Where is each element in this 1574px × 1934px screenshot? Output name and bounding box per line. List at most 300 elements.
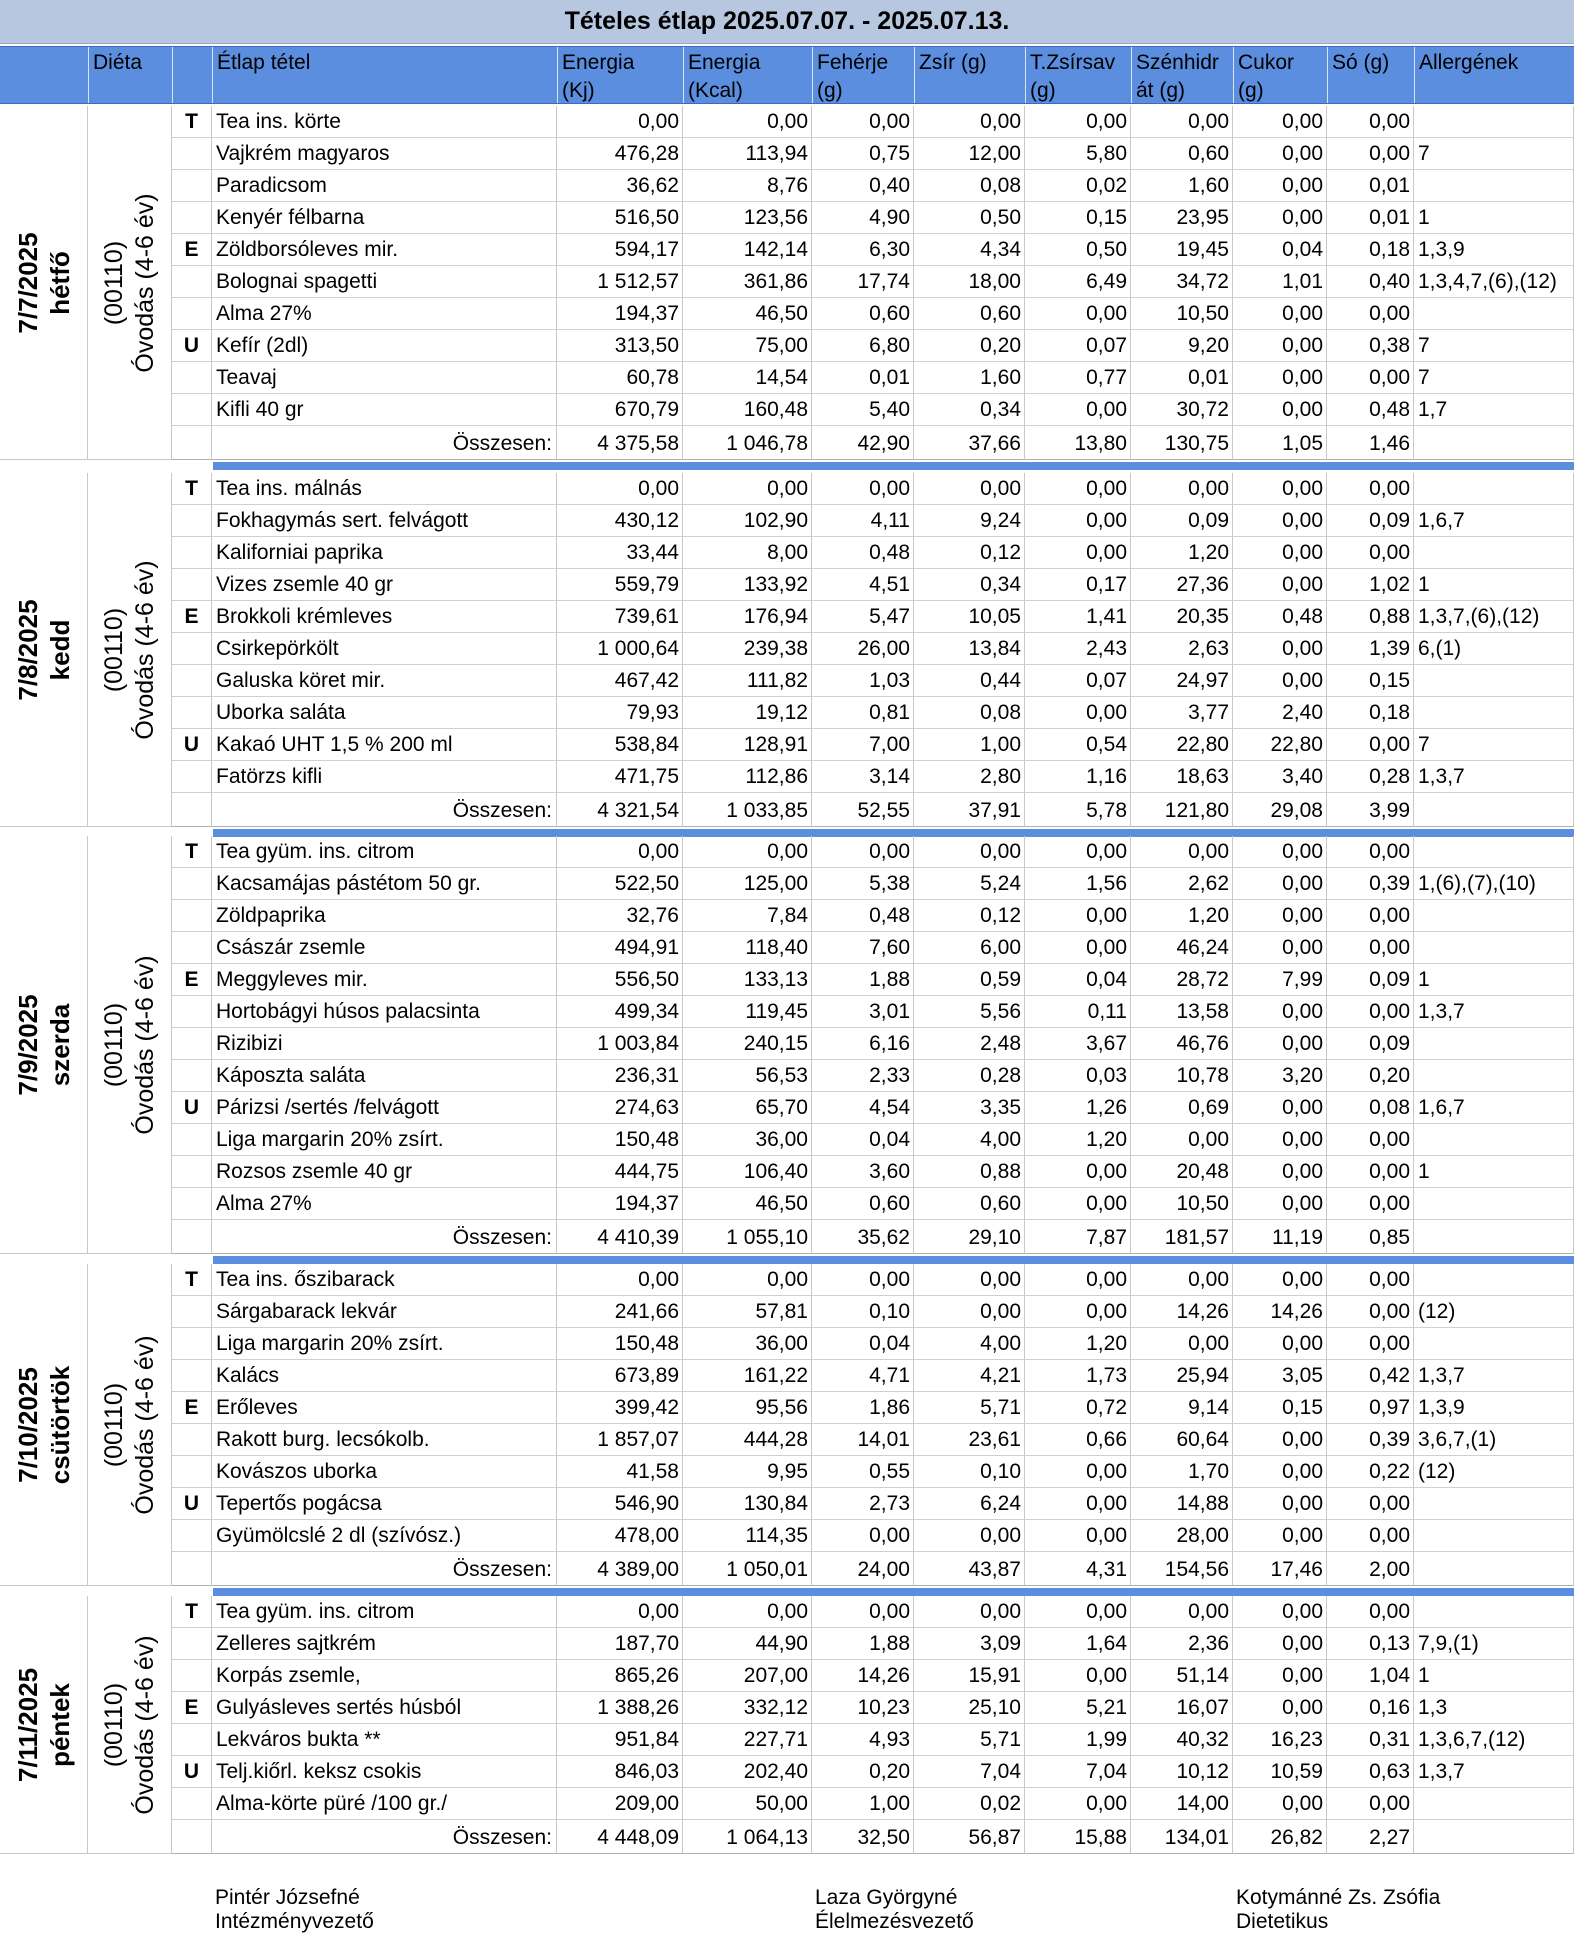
cell-cukor: 22,80	[1233, 729, 1327, 761]
cell-name: Fatörzs kifli	[212, 761, 557, 793]
cell-szh: 34,72	[1131, 266, 1233, 298]
cell-name: Paradicsom	[212, 170, 557, 202]
total-zsir: 43,87	[914, 1552, 1025, 1586]
cell-kcal: 102,90	[683, 505, 812, 537]
cell-feherje: 6,16	[812, 1028, 914, 1060]
cell-tzs: 1,41	[1025, 601, 1131, 633]
header-line: (g)	[1238, 79, 1264, 102]
cell-feherje: 0,48	[812, 537, 914, 569]
cell-tzs: 0,04	[1025, 964, 1131, 996]
total-tzs: 15,88	[1025, 1820, 1131, 1854]
cell-zsir: 4,00	[914, 1124, 1025, 1156]
header-feherje	[812, 47, 914, 103]
total-allergen-cell	[1414, 1820, 1574, 1854]
cell-allergen	[1414, 537, 1574, 569]
cell-allergen: 1	[1414, 202, 1574, 234]
total-row	[172, 1820, 1574, 1854]
total-tzs: 4,31	[1025, 1552, 1131, 1586]
header-line: át (g)	[1136, 79, 1186, 102]
total-kj: 4 321,54	[557, 793, 683, 827]
weekday: csütörtök	[44, 1365, 75, 1484]
cell-so: 0,00	[1327, 1156, 1414, 1188]
cell-feherje: 3,60	[812, 1156, 914, 1188]
cell-zsir: 25,10	[914, 1692, 1025, 1724]
table-row	[172, 1264, 1574, 1296]
cell-szh: 9,14	[1131, 1392, 1233, 1424]
cell-szh: 19,45	[1131, 234, 1233, 266]
cell-kj: 846,03	[557, 1756, 683, 1788]
cell-name: Meggyleves mir.	[212, 964, 557, 996]
cell-so: 0,22	[1327, 1456, 1414, 1488]
total-row	[172, 426, 1574, 460]
cell-kj: 399,42	[557, 1392, 683, 1424]
cell-cukor: 2,40	[1233, 697, 1327, 729]
cell-kj: 516,50	[557, 202, 683, 234]
cell-feherje: 0,00	[812, 1520, 914, 1552]
cell-feherje: 5,38	[812, 868, 914, 900]
cell-allergen	[1414, 170, 1574, 202]
cell-allergen	[1414, 932, 1574, 964]
day-block	[0, 836, 1574, 1254]
cell-szh: 60,64	[1131, 1424, 1233, 1456]
cell-cukor: 3,05	[1233, 1360, 1327, 1392]
cell-allergen: 1,3,7	[1414, 1360, 1574, 1392]
cell-szh: 18,63	[1131, 761, 1233, 793]
cell-so: 0,08	[1327, 1092, 1414, 1124]
cell-allergen	[1414, 473, 1574, 505]
cell-tzs: 0,02	[1025, 170, 1131, 202]
cell-kcal: 8,00	[683, 537, 812, 569]
cell-szh: 0,00	[1131, 836, 1233, 868]
cell-cukor: 0,48	[1233, 601, 1327, 633]
cell-name: Zöldborsóleves mir.	[212, 234, 557, 266]
cell-so: 0,97	[1327, 1392, 1414, 1424]
cell-tzs: 0,00	[1025, 1520, 1131, 1552]
day-date-cell	[0, 473, 88, 827]
cell-tzs: 0,00	[1025, 1788, 1131, 1820]
cell-feherje: 0,55	[812, 1456, 914, 1488]
cell-meal	[172, 996, 212, 1028]
cell-cukor: 16,23	[1233, 1724, 1327, 1756]
total-meal-cell	[172, 426, 212, 460]
total-tzs: 7,87	[1025, 1220, 1131, 1254]
cell-name: Teavaj	[212, 362, 557, 394]
cell-kj: 209,00	[557, 1788, 683, 1820]
cell-tzs: 0,00	[1025, 394, 1131, 426]
cell-meal: U	[172, 729, 212, 761]
cell-tzs: 0,00	[1025, 932, 1131, 964]
cell-feherje: 1,88	[812, 964, 914, 996]
cell-kj: 150,48	[557, 1328, 683, 1360]
cell-zsir: 4,00	[914, 1328, 1025, 1360]
cell-zsir: 0,59	[914, 964, 1025, 996]
cell-cukor: 0,00	[1233, 1092, 1327, 1124]
cell-kcal: 9,95	[683, 1456, 812, 1488]
cell-szh: 28,00	[1131, 1520, 1233, 1552]
cell-so: 0,13	[1327, 1628, 1414, 1660]
cell-zsir: 0,02	[914, 1788, 1025, 1820]
cell-allergen: 6,(1)	[1414, 633, 1574, 665]
cell-name: Alma 27%	[212, 1188, 557, 1220]
total-meal-cell	[172, 1820, 212, 1854]
cell-tzs: 5,21	[1025, 1692, 1131, 1724]
cell-feherje: 26,00	[812, 633, 914, 665]
cell-allergen: 1,6,7	[1414, 505, 1574, 537]
cell-allergen: 3,6,7,(1)	[1414, 1424, 1574, 1456]
cell-szh: 14,26	[1131, 1296, 1233, 1328]
day-date-text	[12, 599, 76, 700]
cell-szh: 0,00	[1131, 1264, 1233, 1296]
cell-szh: 14,88	[1131, 1488, 1233, 1520]
cell-szh: 51,14	[1131, 1660, 1233, 1692]
day-date-cell	[0, 1264, 88, 1586]
cell-zsir: 3,35	[914, 1092, 1025, 1124]
cell-cukor: 0,00	[1233, 1264, 1327, 1296]
cell-tzs: 0,00	[1025, 900, 1131, 932]
total-cukor: 29,08	[1233, 793, 1327, 827]
day-separator	[213, 462, 1574, 470]
cell-cukor: 14,26	[1233, 1296, 1327, 1328]
cell-so: 0,39	[1327, 1424, 1414, 1456]
cell-meal	[172, 1628, 212, 1660]
cell-feherje: 1,00	[812, 1788, 914, 1820]
cell-zsir: 0,08	[914, 170, 1025, 202]
cell-szh: 1,20	[1131, 537, 1233, 569]
cell-kj: 478,00	[557, 1520, 683, 1552]
cell-so: 0,00	[1327, 932, 1414, 964]
cell-cukor: 0,00	[1233, 1028, 1327, 1060]
cell-cukor: 0,00	[1233, 537, 1327, 569]
cell-tzs: 2,43	[1025, 633, 1131, 665]
cell-name: Párizsi /sertés /felvágott	[212, 1092, 557, 1124]
signature-block	[215, 1886, 374, 1934]
cell-kcal: 142,14	[683, 234, 812, 266]
cell-allergen	[1414, 1328, 1574, 1360]
cell-so: 0,00	[1327, 1296, 1414, 1328]
header-line: (Kcal)	[688, 79, 743, 102]
cell-so: 0,31	[1327, 1724, 1414, 1756]
cell-zsir: 7,04	[914, 1756, 1025, 1788]
cell-allergen	[1414, 1060, 1574, 1092]
header-cukor	[1233, 47, 1327, 103]
cell-kj: 0,00	[557, 473, 683, 505]
cell-cukor: 0,00	[1233, 330, 1327, 362]
table-row	[172, 394, 1574, 426]
signature-block	[815, 1886, 974, 1934]
cell-so: 0,01	[1327, 170, 1414, 202]
cell-zsir: 2,80	[914, 761, 1025, 793]
cell-zsir: 15,91	[914, 1660, 1025, 1692]
cell-kj: 1 003,84	[557, 1028, 683, 1060]
table-row	[172, 665, 1574, 697]
table-row	[172, 697, 1574, 729]
cell-tzs: 7,04	[1025, 1756, 1131, 1788]
cell-name: Gulyásleves sertés húsból	[212, 1692, 557, 1724]
cell-allergen: 1,3,9	[1414, 1392, 1574, 1424]
day-date-text	[12, 1667, 76, 1781]
diet-label-line: (00110)	[99, 1382, 128, 1467]
header-energia_kj	[557, 47, 683, 103]
table-row	[172, 1660, 1574, 1692]
table-row	[172, 1596, 1574, 1628]
cell-name: Kalács	[212, 1360, 557, 1392]
total-kcal: 1 033,85	[683, 793, 812, 827]
cell-allergen	[1414, 665, 1574, 697]
cell-cukor: 0,00	[1233, 1788, 1327, 1820]
cell-kcal: 0,00	[683, 1264, 812, 1296]
header-line: Energia	[688, 51, 761, 74]
cell-kcal: 113,94	[683, 138, 812, 170]
header-line: (g)	[817, 79, 843, 102]
cell-tzs: 0,00	[1025, 1156, 1131, 1188]
cell-cukor: 0,00	[1233, 473, 1327, 505]
day-date-text	[12, 1365, 76, 1483]
cell-name: Rakott burg. lecsókolb.	[212, 1424, 557, 1456]
cell-so: 0,48	[1327, 394, 1414, 426]
diet-label-line: Óvodás (4-6 év)	[130, 1634, 159, 1815]
cell-kj: 1 000,64	[557, 633, 683, 665]
cell-allergen	[1414, 106, 1574, 138]
cell-meal	[172, 537, 212, 569]
cell-meal	[172, 932, 212, 964]
cell-cukor: 0,04	[1233, 234, 1327, 266]
total-so: 0,85	[1327, 1220, 1414, 1254]
cell-meal	[172, 569, 212, 601]
total-kj: 4 375,58	[557, 426, 683, 460]
cell-cukor: 0,00	[1233, 1488, 1327, 1520]
table-header	[0, 46, 1574, 104]
total-row	[172, 1220, 1574, 1254]
cell-zsir: 0,34	[914, 394, 1025, 426]
total-kj: 4 410,39	[557, 1220, 683, 1254]
cell-feherje: 0,00	[812, 106, 914, 138]
total-allergen-cell	[1414, 426, 1574, 460]
cell-name: Tea ins. málnás	[212, 473, 557, 505]
cell-so: 0,40	[1327, 266, 1414, 298]
cell-cukor: 0,00	[1233, 1156, 1327, 1188]
table-row	[172, 836, 1574, 868]
cell-cukor: 0,00	[1233, 1596, 1327, 1628]
cell-cukor: 0,00	[1233, 1628, 1327, 1660]
cell-kj: 194,37	[557, 1188, 683, 1220]
cell-feherje: 0,00	[812, 1596, 914, 1628]
cell-name: Kenyér félbarna	[212, 202, 557, 234]
cell-allergen	[1414, 298, 1574, 330]
cell-szh: 0,00	[1131, 1124, 1233, 1156]
cell-tzs: 0,00	[1025, 537, 1131, 569]
cell-name: Zelleres sajtkrém	[212, 1628, 557, 1660]
cell-name: Rozsos zsemle 40 gr	[212, 1156, 557, 1188]
cell-kcal: 161,22	[683, 1360, 812, 1392]
table-row	[172, 1456, 1574, 1488]
cell-tzs: 0,07	[1025, 665, 1131, 697]
cell-name: Erőleves	[212, 1392, 557, 1424]
cell-feherje: 0,01	[812, 362, 914, 394]
cell-kcal: 56,53	[683, 1060, 812, 1092]
cell-zsir: 0,28	[914, 1060, 1025, 1092]
cell-cukor: 0,00	[1233, 996, 1327, 1028]
total-szh: 134,01	[1131, 1820, 1233, 1854]
cell-so: 1,04	[1327, 1660, 1414, 1692]
cell-allergen: 1,(6),(7),(10)	[1414, 868, 1574, 900]
cell-kcal: 130,84	[683, 1488, 812, 1520]
table-row	[172, 868, 1574, 900]
cell-cukor: 0,00	[1233, 298, 1327, 330]
header-tzsirsav	[1025, 47, 1131, 103]
cell-allergen: 1	[1414, 569, 1574, 601]
cell-kj: 150,48	[557, 1124, 683, 1156]
total-label: Összesen:	[212, 426, 557, 460]
diet-text	[99, 1635, 161, 1814]
cell-kj: 670,79	[557, 394, 683, 426]
cell-kcal: 202,40	[683, 1756, 812, 1788]
total-kj: 4 389,00	[557, 1552, 683, 1586]
cell-cukor: 0,00	[1233, 569, 1327, 601]
cell-feherje: 0,60	[812, 1188, 914, 1220]
cell-allergen	[1414, 1520, 1574, 1552]
cell-allergen: 1	[1414, 1660, 1574, 1692]
cell-allergen	[1414, 1188, 1574, 1220]
cell-so: 0,00	[1327, 1488, 1414, 1520]
cell-szh: 0,60	[1131, 138, 1233, 170]
cell-allergen	[1414, 1124, 1574, 1156]
cell-cukor: 0,00	[1233, 138, 1327, 170]
cell-allergen: 1	[1414, 964, 1574, 996]
cell-cukor: 3,40	[1233, 761, 1327, 793]
total-kcal: 1 064,13	[683, 1820, 812, 1854]
cell-name: Tea ins. körte	[212, 106, 557, 138]
cell-kcal: 239,38	[683, 633, 812, 665]
cell-kj: 33,44	[557, 537, 683, 569]
cell-zsir: 0,00	[914, 1296, 1025, 1328]
cell-so: 1,02	[1327, 569, 1414, 601]
cell-zsir: 0,00	[914, 106, 1025, 138]
date: 7/10/2025	[12, 1366, 43, 1483]
cell-zsir: 0,12	[914, 537, 1025, 569]
header-line: Só (g)	[1332, 51, 1390, 74]
cell-kj: 60,78	[557, 362, 683, 394]
total-label: Összesen:	[212, 1552, 557, 1586]
cell-kj: 0,00	[557, 1264, 683, 1296]
total-meal-cell	[172, 1220, 212, 1254]
cell-szh: 20,48	[1131, 1156, 1233, 1188]
signature-section	[0, 1876, 1574, 1933]
table-row	[172, 1788, 1574, 1820]
page-title: Tételes étlap 2025.07.07. - 2025.07.13.	[0, 0, 1574, 44]
cell-szh: 46,76	[1131, 1028, 1233, 1060]
cell-tzs: 0,07	[1025, 330, 1131, 362]
cell-name: Hortobágyi húsos palacsinta	[212, 996, 557, 1028]
diet-text	[99, 560, 161, 739]
cell-kcal: 8,76	[683, 170, 812, 202]
cell-kj: 1 388,26	[557, 1692, 683, 1724]
cell-so: 0,00	[1327, 1788, 1414, 1820]
cell-szh: 14,00	[1131, 1788, 1233, 1820]
cell-allergen: 1,7	[1414, 394, 1574, 426]
cell-kj: 41,58	[557, 1456, 683, 1488]
cell-so: 0,00	[1327, 106, 1414, 138]
cell-feherje: 0,00	[812, 1264, 914, 1296]
cell-cukor: 0,00	[1233, 202, 1327, 234]
cell-so: 0,09	[1327, 1028, 1414, 1060]
total-szh: 181,57	[1131, 1220, 1233, 1254]
cell-meal: T	[172, 1264, 212, 1296]
cell-zsir: 10,05	[914, 601, 1025, 633]
cell-feherje: 0,04	[812, 1328, 914, 1360]
signature-role: Élelmezésvezető	[815, 1910, 974, 1933]
cell-feherje: 0,00	[812, 836, 914, 868]
cell-cukor: 0,00	[1233, 900, 1327, 932]
day-block	[0, 473, 1574, 827]
cell-meal	[172, 1060, 212, 1092]
cell-name: Kaliforniai paprika	[212, 537, 557, 569]
total-feherje: 32,50	[812, 1820, 914, 1854]
cell-kj: 236,31	[557, 1060, 683, 1092]
cell-kj: 0,00	[557, 836, 683, 868]
cell-zsir: 6,24	[914, 1488, 1025, 1520]
table-row	[172, 1360, 1574, 1392]
cell-name: Liga margarin 20% zsírt.	[212, 1328, 557, 1360]
diet-cell	[88, 106, 172, 460]
cell-feherje: 7,60	[812, 932, 914, 964]
cell-cukor: 0,00	[1233, 505, 1327, 537]
total-feherje: 24,00	[812, 1552, 914, 1586]
day-date-cell	[0, 1596, 88, 1854]
cell-zsir: 0,50	[914, 202, 1025, 234]
cell-tzs: 0,00	[1025, 1188, 1131, 1220]
cell-kj: 241,66	[557, 1296, 683, 1328]
total-allergen-cell	[1414, 793, 1574, 827]
day-date-text	[12, 232, 76, 333]
signature-role: Intézményvezető	[215, 1910, 374, 1933]
cell-meal	[172, 138, 212, 170]
cell-kcal: 133,13	[683, 964, 812, 996]
cell-zsir: 12,00	[914, 138, 1025, 170]
cell-szh: 0,00	[1131, 106, 1233, 138]
cell-szh: 40,32	[1131, 1724, 1233, 1756]
cell-kj: 79,93	[557, 697, 683, 729]
cell-allergen: (12)	[1414, 1456, 1574, 1488]
cell-tzs: 0,15	[1025, 202, 1131, 234]
cell-meal	[172, 697, 212, 729]
cell-szh: 13,58	[1131, 996, 1233, 1028]
header-line: (g)	[1030, 79, 1056, 102]
total-zsir: 29,10	[914, 1220, 1025, 1254]
cell-tzs: 1,26	[1025, 1092, 1131, 1124]
total-label: Összesen:	[212, 1220, 557, 1254]
cell-so: 0,00	[1327, 473, 1414, 505]
cell-zsir: 0,00	[914, 1520, 1025, 1552]
header-dieta	[88, 47, 172, 103]
total-tzs: 5,78	[1025, 793, 1131, 827]
cell-zsir: 1,00	[914, 729, 1025, 761]
cell-szh: 27,36	[1131, 569, 1233, 601]
cell-kcal: 0,00	[683, 1596, 812, 1628]
header-line: Diéta	[93, 51, 143, 74]
total-cukor: 11,19	[1233, 1220, 1327, 1254]
cell-feherje: 0,10	[812, 1296, 914, 1328]
cell-allergen: 7	[1414, 729, 1574, 761]
cell-feherje: 6,30	[812, 234, 914, 266]
cell-zsir: 0,20	[914, 330, 1025, 362]
total-zsir: 37,66	[914, 426, 1025, 460]
cell-allergen	[1414, 1264, 1574, 1296]
cell-so: 0,88	[1327, 601, 1414, 633]
table-row	[172, 298, 1574, 330]
cell-so: 0,00	[1327, 836, 1414, 868]
cell-szh: 10,78	[1131, 1060, 1233, 1092]
cell-zsir: 0,00	[914, 1596, 1025, 1628]
